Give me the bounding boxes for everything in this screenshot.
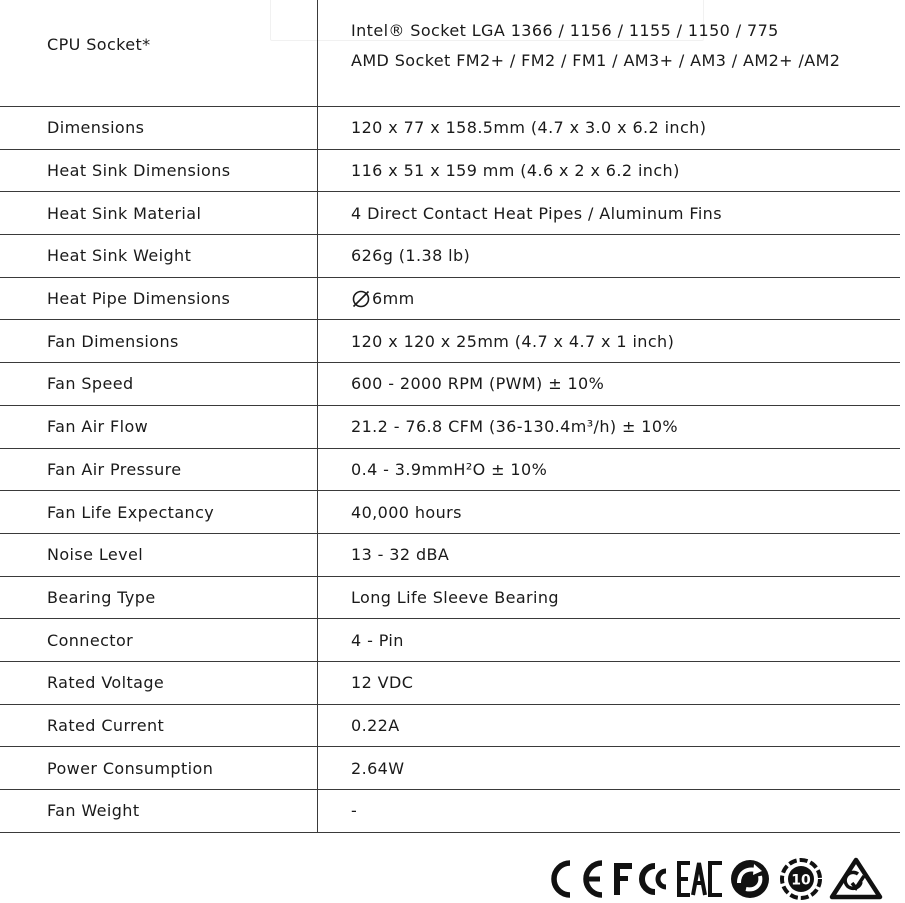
diameter-icon <box>351 289 371 309</box>
table-row <box>0 790 900 833</box>
spec-label: Heat Sink Weight <box>0 235 318 277</box>
table-row <box>0 705 900 748</box>
table-row <box>0 534 900 577</box>
table-row <box>0 192 900 235</box>
fcc-mark-icon <box>610 857 676 901</box>
eac-mark-icon <box>676 857 726 901</box>
spec-value: 2.64W <box>351 758 405 778</box>
spec-label: Heat Sink Material <box>0 192 318 234</box>
spec-label: Noise Level <box>0 534 318 576</box>
spec-value-text: 6mm <box>372 289 415 309</box>
spec-label: Fan Air Pressure <box>0 449 318 491</box>
table-row <box>0 747 900 790</box>
table-row <box>0 449 900 492</box>
spec-value: 13 - 32 dBA <box>351 545 450 565</box>
spec-value: 12 VDC <box>351 673 414 693</box>
table-row <box>0 662 900 705</box>
ce-mark-icon <box>544 857 610 901</box>
spec-label: Heat Pipe Dimensions <box>0 278 318 320</box>
spec-value: - <box>351 801 358 821</box>
spec-value-line: Intel® Socket LGA 1366 / 1156 / 1155 / 1150 / 775 <box>351 21 779 40</box>
spec-value: 21.2 - 76.8 CFM (36-130.4m³/h) ± 10% <box>351 417 679 437</box>
table-row <box>0 235 900 278</box>
spec-label: Rated Current <box>0 705 318 747</box>
spec-label: CPU Socket* <box>0 0 318 106</box>
spec-value: 626g (1.38 lb) <box>351 246 471 266</box>
spec-label: Fan Speed <box>0 363 318 405</box>
spec-label: Fan Air Flow <box>0 406 318 448</box>
spec-value: Long Life Sleeve Bearing <box>351 587 559 607</box>
table-row <box>0 107 900 150</box>
spec-value: 4 Direct Contact Heat Pipes / Aluminum Fins <box>351 203 722 223</box>
table-row <box>0 491 900 534</box>
spec-label: Fan Weight <box>0 790 318 832</box>
spec-value: 600 - 2000 RPM (PWM) ± 10% <box>351 374 605 394</box>
table-row <box>0 320 900 363</box>
spec-value: 4 - Pin <box>351 630 404 650</box>
spec-label: Fan Life Expectancy <box>0 491 318 533</box>
spec-value: 0.4 - 3.9mmH²O ± 10% <box>351 459 548 479</box>
table-row <box>0 278 900 321</box>
table-row <box>0 619 900 662</box>
certification-marks <box>544 855 884 903</box>
table-row <box>0 150 900 193</box>
spec-value: 0.22A <box>351 715 400 735</box>
spec-label: Fan Dimensions <box>0 320 318 362</box>
spec-value-line: AMD Socket FM2+ / FM2 / FM1 / AM3+ / AM3 / AM2+ /AM2 <box>351 51 841 70</box>
spec-label: Bearing Type <box>0 577 318 619</box>
spec-value <box>318 0 900 106</box>
spec-value: 116 x 51 x 159 mm (4.6 x 2 x 6.2 inch) <box>351 161 680 181</box>
spec-label: Rated Voltage <box>0 662 318 704</box>
spec-value: 120 x 120 x 25mm (4.7 x 4.7 x 1 inch) <box>351 331 675 351</box>
spec-label: Heat Sink Dimensions <box>0 150 318 192</box>
table-row <box>0 0 900 107</box>
rohs-10-year-mark-icon <box>776 857 828 901</box>
spec-value: 40,000 hours <box>351 502 462 522</box>
table-row <box>0 577 900 620</box>
table-row <box>0 406 900 449</box>
spec-label: Connector <box>0 619 318 661</box>
spec-label: Dimensions <box>0 107 318 149</box>
recycle-mark-icon <box>726 857 776 901</box>
rohs-years-label: 10 <box>791 872 811 889</box>
rcm-mark-icon <box>828 857 884 901</box>
spec-value: 120 x 77 x 158.5mm (4.7 x 3.0 x 6.2 inch) <box>351 118 707 138</box>
table-row <box>0 363 900 406</box>
spec-label: Power Consumption <box>0 747 318 789</box>
spec-value <box>318 278 900 320</box>
